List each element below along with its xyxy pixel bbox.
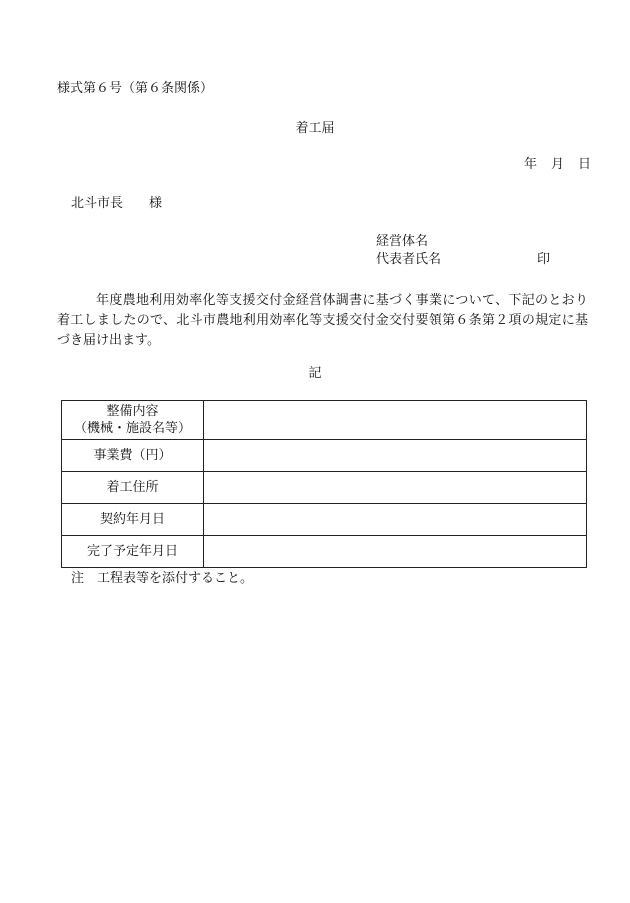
form-number: 様式第６号（第６条関係） (57, 81, 214, 96)
addressee (71, 197, 162, 210)
body-paragraph (57, 291, 588, 351)
detail-table (61, 400, 587, 568)
table-value-cell[interactable] (204, 401, 587, 440)
table-label: 契約年月日 (99, 512, 165, 527)
table-label-cell (62, 536, 204, 568)
entity-name-label: 経営体名 (376, 234, 429, 249)
attachment-note: 注 工程表等を添付すること。 (71, 571, 254, 586)
document-title: 着工届 (295, 121, 335, 136)
date-day-label: 日 (578, 157, 592, 172)
table-label-cell (62, 472, 204, 504)
table-label: 完了予定年月日 (86, 544, 178, 559)
table-value-cell[interactable] (204, 504, 587, 536)
date-month-label: 月 (551, 157, 565, 172)
table-label-cell (62, 401, 204, 440)
table-label: 着工住所 (106, 480, 159, 495)
table-value-cell[interactable] (204, 536, 587, 568)
ki-mark: 記 (308, 366, 322, 381)
date-line (524, 158, 591, 171)
table-row (62, 536, 587, 568)
addressee-name: 北斗市長 (71, 196, 124, 211)
table-label: 事業費（円） (93, 448, 172, 463)
table-value-cell[interactable] (204, 472, 587, 504)
date-year-label: 年 (524, 157, 538, 172)
seal-mark: 印 (537, 252, 551, 267)
table-label: 整備内容 (106, 404, 159, 419)
table-label-sub: （機械・施設名等） (73, 421, 191, 436)
representative-name-label: 代表者氏名 (376, 252, 442, 267)
addressee-honorific: 様 (149, 196, 163, 211)
table-row (62, 401, 587, 440)
table-label-cell (62, 440, 204, 472)
table-label-cell (62, 504, 204, 536)
table-row (62, 440, 587, 472)
body-text: 年度農地利用効率化等支援交付金経営体調書に基づく事業について、下記のとおり着工しましたので、北斗市農地利用効率化等支援交付金交付要領第６条第２項の規定に基づき届け出ます。 (57, 293, 588, 348)
table-row (62, 504, 587, 536)
table-value-cell[interactable] (204, 440, 587, 472)
table-row (62, 472, 587, 504)
